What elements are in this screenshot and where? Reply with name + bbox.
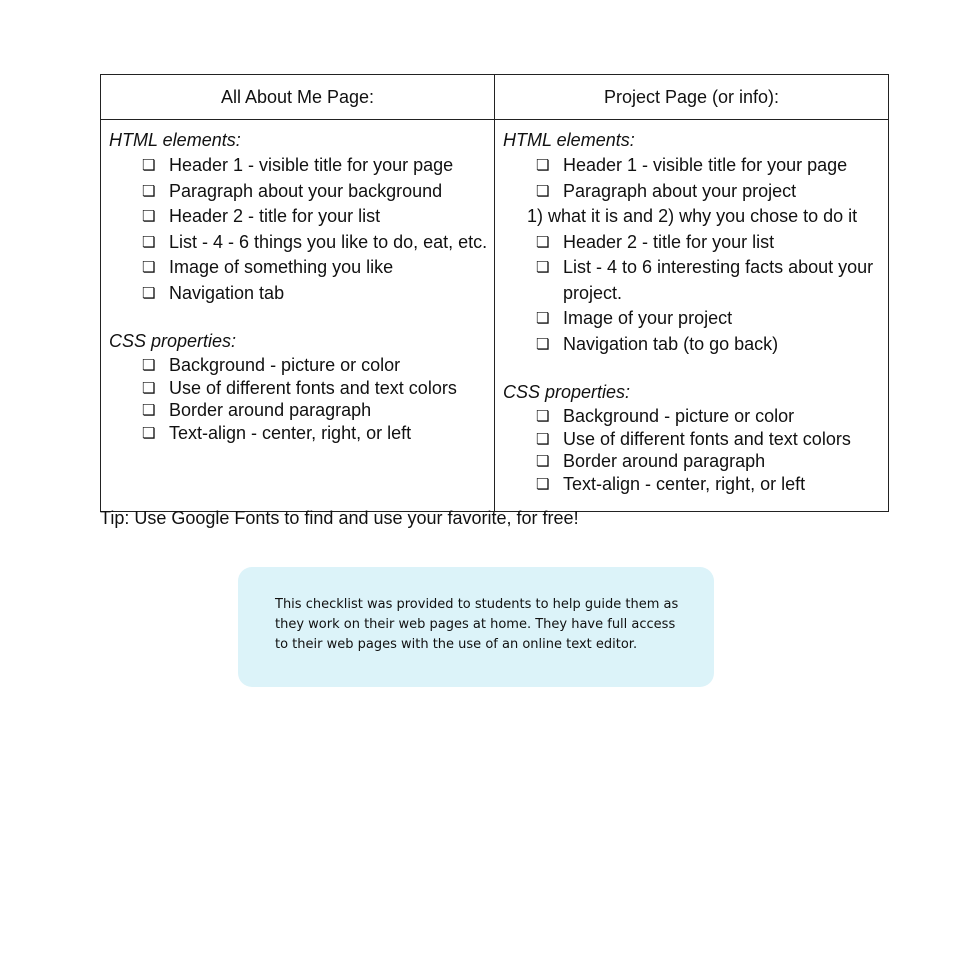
list-item: ❏ Image of your project [503, 306, 882, 332]
column-header-about-me: All About Me Page: [101, 75, 495, 120]
checkbox-icon: ❏ [536, 156, 550, 174]
checkbox-icon: ❏ [142, 423, 156, 442]
checkbox-icon: ❏ [536, 309, 550, 327]
table-header-row [101, 75, 889, 120]
column-header-project: Project Page (or info): [495, 75, 889, 120]
list-item: ❏ Image of something you like [109, 255, 488, 281]
html-elements-list [503, 153, 894, 357]
about-me-cell [101, 120, 495, 512]
list-item: ❏ Paragraph about your background [109, 179, 488, 205]
list-item: ❏ Use of different fonts and text colors [536, 428, 851, 449]
list-item: ❏ Header 2 - title for your list [503, 230, 882, 256]
list-item: ❏ List - 4 - 6 things you like to do, eat, etc. [109, 230, 488, 256]
list-item: ❏ Background - picture or color [142, 355, 401, 375]
checkbox-icon: ❏ [142, 258, 156, 276]
css-properties-title: CSS properties: [503, 382, 631, 402]
list-item: ❏ Header 1 - visible title for your page [503, 153, 882, 179]
callout-text: This checklist was provided to students to help guide them as they work on their web pages at home. They have full access to their web pages with the use of an online text editor. [275, 597, 679, 652]
checkbox-icon: ❏ [536, 429, 550, 448]
checkbox-icon: ❏ [536, 258, 550, 276]
tip-text: Tip: Use Google Fonts to find and use your favorite, for free! [100, 508, 579, 528]
html-elements-list [109, 153, 488, 306]
checkbox-icon: ❏ [536, 232, 550, 251]
list-note: 1) what it is and 2) why you chose to do it [527, 206, 858, 226]
list-item: ❏ Border around paragraph [536, 451, 766, 471]
checkbox-icon: ❏ [142, 232, 156, 251]
checklist-table [100, 74, 894, 512]
css-properties-list [109, 354, 488, 444]
list-item: ❏ Use of different fonts and text colors [142, 377, 457, 398]
list-item: ❏ Header 2 - title for your list [109, 204, 488, 230]
html-elements-title: HTML elements: [503, 130, 635, 150]
list-item: ❏ Text-align - center, right, or left [536, 473, 806, 494]
list-item: ❏ Border around paragraph [142, 400, 372, 420]
html-elements-title: HTML elements: [109, 130, 241, 150]
info-callout [238, 567, 714, 687]
checkbox-icon: ❏ [142, 378, 156, 397]
list-item: ❏ List - 4 to 6 interesting facts about your project. [536, 257, 894, 303]
checkbox-icon: ❏ [142, 401, 156, 419]
list-item: ❏ Navigation tab (to go back) [503, 332, 882, 358]
checkbox-icon: ❏ [142, 207, 156, 225]
project-cell [495, 120, 894, 512]
list-item: ❏ Navigation tab [109, 281, 488, 307]
checkbox-icon: ❏ [536, 452, 550, 470]
checkbox-icon: ❏ [142, 156, 156, 174]
checkbox-icon: ❏ [536, 334, 550, 353]
css-properties-list [503, 405, 882, 495]
css-properties-title: CSS properties: [109, 331, 237, 351]
table-body-row [101, 120, 889, 512]
checkbox-icon: ❏ [142, 181, 156, 200]
checkbox-icon: ❏ [536, 181, 550, 200]
checkbox-icon: ❏ [142, 356, 156, 374]
list-item: ❏ Header 1 - visible title for your page [109, 153, 488, 179]
checkbox-icon: ❏ [536, 474, 550, 493]
checkbox-icon: ❏ [142, 283, 156, 302]
list-item: ❏ Paragraph about your project [503, 179, 882, 205]
checkbox-icon: ❏ [536, 407, 550, 425]
list-item: ❏ Background - picture or color [536, 406, 795, 426]
list-item: ❏ Text-align - center, right, or left [142, 422, 412, 443]
